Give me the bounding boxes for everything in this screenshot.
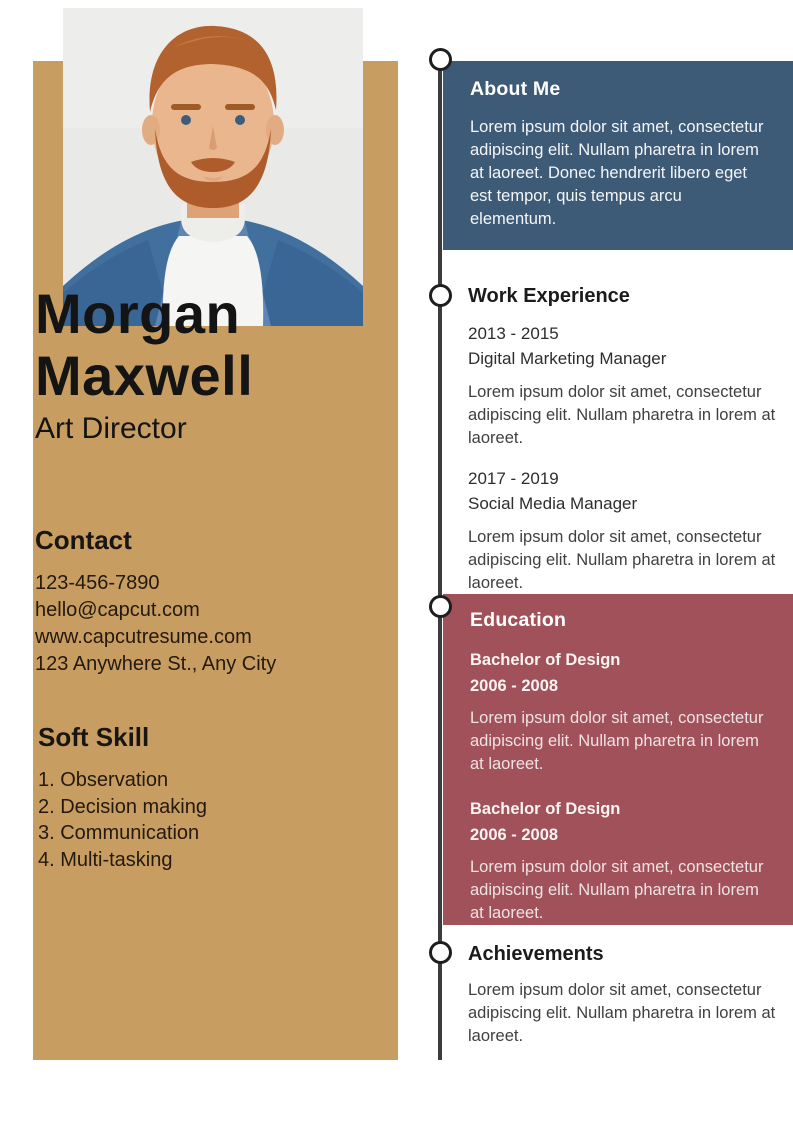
skill-item: 3. Communication xyxy=(38,822,200,844)
timeline-line xyxy=(438,61,442,1060)
contact-section xyxy=(35,525,276,678)
work-period: 2013 - 2015 xyxy=(468,324,559,343)
education-entry xyxy=(470,647,767,776)
profile-photo-illustration xyxy=(63,8,363,326)
contact-address: 123 Anywhere St., Any City xyxy=(35,653,277,675)
work-entry xyxy=(468,321,780,450)
education-degree: Bachelor of Design xyxy=(470,651,621,669)
work-experience-heading: Work Experience xyxy=(468,285,630,307)
skill-item: 1. Observation xyxy=(38,769,169,791)
name-last: Maxwell xyxy=(35,344,254,407)
skill-item: 2. Decision making xyxy=(38,795,207,818)
person-name xyxy=(35,283,253,407)
name-first: Morgan xyxy=(35,282,241,345)
timeline-node-icon xyxy=(429,48,452,71)
education-section xyxy=(443,594,793,925)
work-description: Lorem ipsum dolor sit amet, consectetur adipiscing elit. Nullam pharetra in lorem at laoreet. xyxy=(468,528,776,592)
work-period: 2017 - 2019 xyxy=(468,469,559,488)
profile-photo xyxy=(63,8,363,326)
education-heading: Education xyxy=(470,609,567,631)
skill-item: 4. Multi-tasking xyxy=(38,848,173,871)
contact-phone: 123-456-7890 xyxy=(35,572,160,594)
contact-heading: Contact xyxy=(35,525,132,555)
education-entry xyxy=(470,796,767,925)
timeline-node-icon xyxy=(429,284,452,307)
timeline-node-icon xyxy=(429,595,452,618)
education-description: Lorem ipsum dolor sit amet, consectetur adipiscing elit. Nullam pharetra in lorem at laoreet. xyxy=(470,709,764,773)
soft-skill-heading: Soft Skill xyxy=(38,722,150,752)
soft-skill-section xyxy=(38,722,207,873)
education-description: Lorem ipsum dolor sit amet, consectetur adipiscing elit. Nullam pharetra in lorem at laoreet. xyxy=(470,858,764,922)
work-role: Social Media Manager xyxy=(468,494,638,513)
work-role: Digital Marketing Manager xyxy=(468,349,667,368)
education-degree: Bachelor of Design xyxy=(470,800,621,818)
education-period: 2006 - 2008 xyxy=(470,677,559,695)
job-title: Art Director xyxy=(35,412,187,445)
achievements-section xyxy=(468,943,780,1048)
achievements-body: Lorem ipsum dolor sit amet, consectetur adipiscing elit. Nullam pharetra in lorem at laoreet. xyxy=(468,981,776,1045)
achievements-heading: Achievements xyxy=(468,943,604,965)
work-experience-section xyxy=(468,285,780,611)
contact-website: www.capcutresume.com xyxy=(35,626,252,648)
contact-email: hello@capcut.com xyxy=(35,599,200,621)
timeline-node-icon xyxy=(429,941,452,964)
work-description: Lorem ipsum dolor sit amet, consectetur adipiscing elit. Nullam pharetra in lorem at laoreet. xyxy=(468,383,776,447)
education-period: 2006 - 2008 xyxy=(470,826,559,844)
about-me-body: Lorem ipsum dolor sit amet, consectetur adipiscing elit. Nullam pharetra in lorem at laoreet. Donec hendrerit libero eget est tempor, quis tempus arcu elementum. xyxy=(470,118,764,228)
work-entry xyxy=(468,466,780,595)
about-me-heading: About Me xyxy=(470,78,561,100)
about-me-section xyxy=(443,61,793,250)
